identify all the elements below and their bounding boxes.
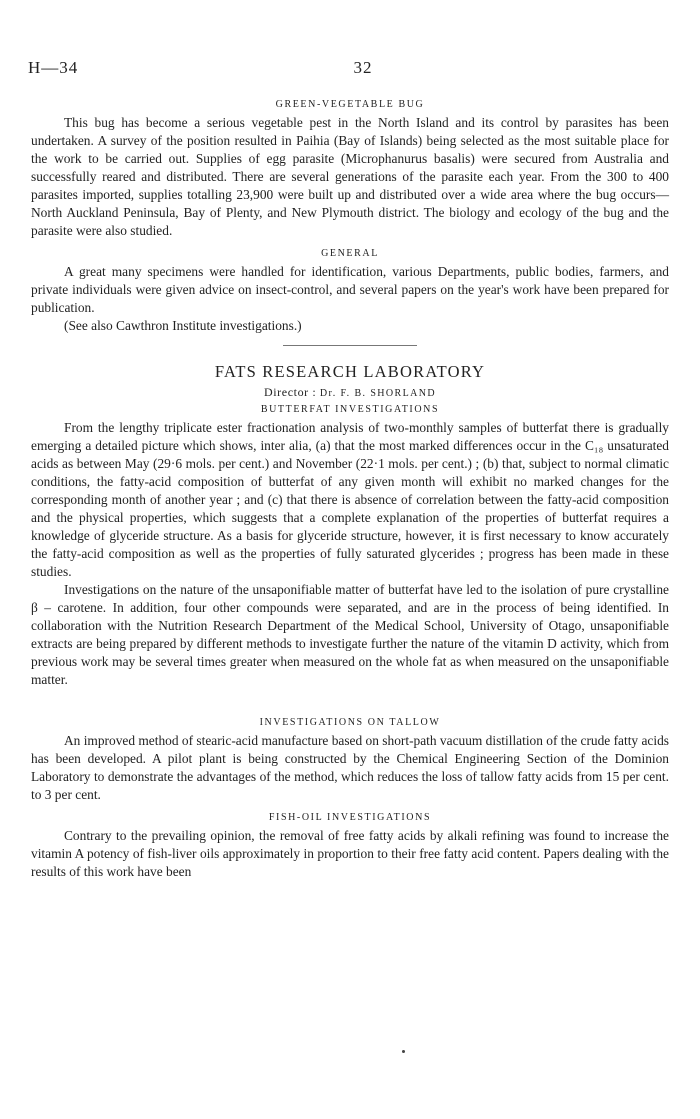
document-reference: H—34 xyxy=(28,58,79,77)
tallow-heading: INVESTIGATIONS ON TALLOW xyxy=(259,717,441,728)
director-line xyxy=(31,385,669,400)
page-mark xyxy=(402,1050,405,1053)
butterfat-heading: BUTTERFAT INVESTIGATIONS xyxy=(260,404,440,415)
director-name: Dr. F. B. SHORLAND xyxy=(319,388,436,399)
green-bug-paragraph: This bug has become a serious vegetable pest in the North Island and its control by parasites has been undertaken. A survey of the position resulted in Paihia (Bay of Islands) being selected as the most suitable place for the work to be carried out. Supplies of egg parasite (Microphanurus basalis) were secured from Australia and successfully reared and distributed. There are several generations of the parasite each year. From the 300 to 400 parasites imported, supplies totalling 23,900 were built up and distributed over a wide area where the bug occurs—North Auckland Peninsula, Bay of Plenty, and New Plymouth district. The biology and ecology of the bug and the parasite were also studied. xyxy=(31,115,669,238)
tallow-paragraph: An improved method of stearic-acid manufacture based on short-path vacuum distillation of the crude fatty acids has been developed. A pilot plant is being constructed by the Chemical Engineering Section of the Dominion Laboratory to demonstrate the advantages of the method, which reduces the loss of tallow fatty acids from 15 per cent. to 3 per cent. xyxy=(31,733,669,802)
fats-lab-title: FATS RESEARCH LABORATORY xyxy=(214,362,486,381)
director-label: Director : xyxy=(263,385,317,399)
page-number: 32 xyxy=(353,58,373,77)
general-note: (See also Cawthron Institute investigations.) xyxy=(64,318,302,333)
green-bug-heading: GREEN-VEGETABLE BUG xyxy=(275,99,425,110)
general-heading: GENERAL xyxy=(321,248,379,259)
fish-oil-paragraph: Contrary to the prevailing opinion, the removal of free fatty acids by alkali refining was found to increase the vitamin A potency of fish-liver oils approximately in proportion to their free fatty acid content. Papers dealing with the results of this work have been xyxy=(31,828,669,879)
butterfat-paragraph-2: Investigations on the nature of the unsaponifiable matter of butterfat have led to the isolation of pure crystalline β – carotene. In addition, four other compounds were separated, and are in the process of being identified. In collaboration with the Nutrition Research Department of the Medical School, University of Otago, unsaponifiable extracts are being prepared by different methods to investigate further the nature of the vitamin D activity, which from previous work may be several times greater when measured on the whole fat as when measured on the unsaponifiable matter. xyxy=(31,582,669,687)
page-header xyxy=(28,58,672,78)
fish-oil-heading: FISH-OIL INVESTIGATIONS xyxy=(268,812,432,823)
general-paragraph: A great many specimens were handled for identification, various Departments, public bodies, farmers, and private individuals were given advice on insect-control, and several papers on the year's work have been prepared for publication. xyxy=(31,264,669,315)
butterfat-paragraph-1: From the lengthy triplicate ester fractionation analysis of two-monthly samples of butterfat there is gradually emerging a detailed picture which shows, inter alia, (a) that the most marked differences occur in the C₁₈ unsaturated acids as between May (29·6 mols. per cent.) and November (22·1 mols. per cent.) ; (b) that, subject to normal climatic conditions, the fatty-acid composition of butterfat of any given month will exhibit no marked changes for the corresponding month of another year ; and (c) that there is absence of correlation between the fatty-acid composition and the physical properties, which suggests that a complete explanation of the properties of butterfat requires a knowledge of glyceride structure. As a basis for glyceride structure, however, it is first necessary to know accurately the fatty-acid composition as well as the properties of fully saturated glycerides ; progress has been made in these studies. xyxy=(31,420,669,579)
page-content xyxy=(31,99,669,881)
